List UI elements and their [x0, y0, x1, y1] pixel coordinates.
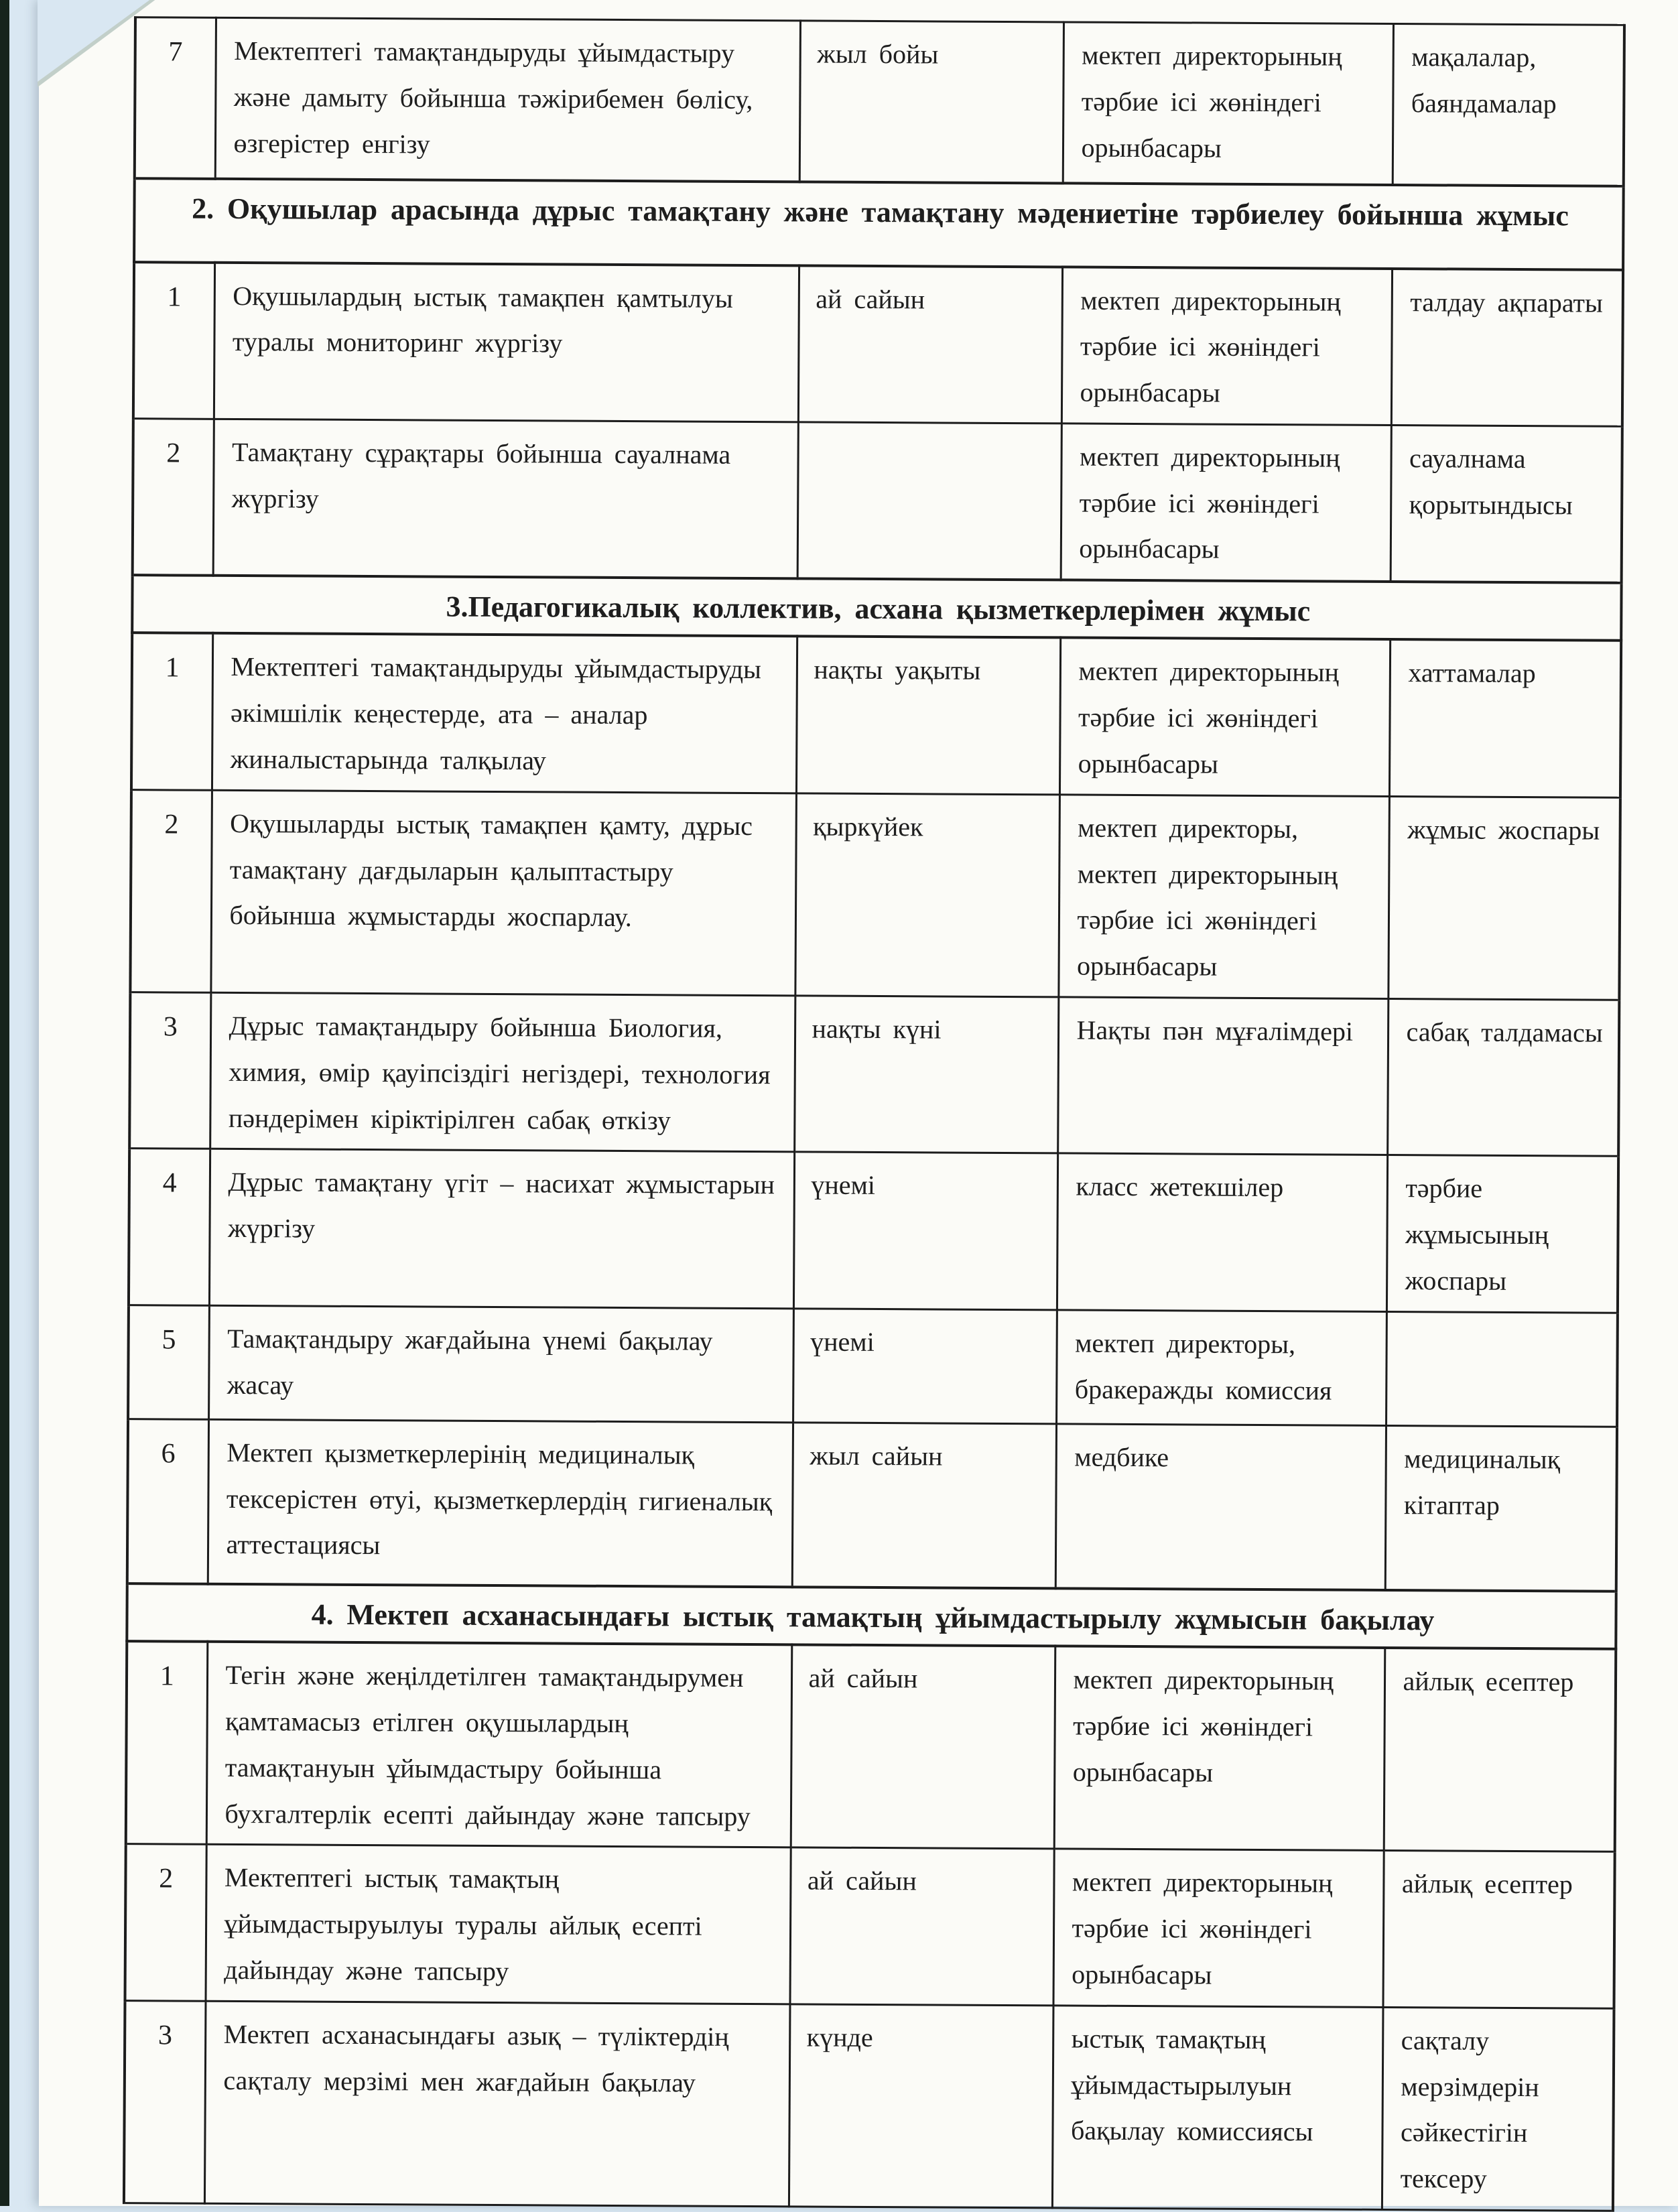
row-number: 7 [135, 17, 216, 179]
activity-cell: Мектептегі тамақтандыруды ұйымдастыруды әкімшілік кеңестерде, ата – аналар жиналыстарында талқылау [212, 633, 797, 793]
responsible-cell: мектеп директорының тәрбие ісі жөніндегі орынбасары [1061, 424, 1391, 582]
table-row [129, 1149, 1618, 1313]
result-cell: сабақ талдамасы [1387, 998, 1619, 1156]
responsible-cell: мектеп директорының тәрбие ісі жөніндегі орынбасары [1054, 1646, 1385, 1851]
responsible-cell: мектеп директоры, бракеражды комиссия [1056, 1310, 1386, 1426]
table-row [127, 1419, 1617, 1591]
table-row [135, 17, 1624, 186]
activity-cell: Мектеп асханасындағы азық – түліктердің сақталу мерзімі мен жағдайын бақылау [204, 2001, 790, 2207]
table-row [133, 262, 1623, 427]
responsible-cell: ыстық тамақтың ұйымдастырылуын бақылау комиссиясы [1052, 2006, 1383, 2210]
activity-cell: Дұрыс тамақтану үгіт – насихат жұмыстарын жүргізу [209, 1149, 794, 1309]
result-cell: сақталу мерзімдерін сәйкестігін тексеру [1382, 2007, 1614, 2211]
responsible-cell: мектеп директоры, мектеп директорының тәрбие ісі жөніндегі орынбасары [1058, 795, 1389, 999]
scanner-bed-edge [0, 0, 9, 2206]
timing-cell: үнемі [793, 1309, 1057, 1424]
work-plan-table [123, 16, 1626, 2212]
table-row [124, 2001, 1614, 2211]
responsible-cell: Нақты пән мұғалімдері [1057, 997, 1388, 1155]
timing-cell: күнде [789, 2004, 1053, 2208]
row-number: 1 [131, 633, 212, 791]
responsible-cell: мектеп директорының тәрбие ісі жөніндегі орынбасары [1061, 267, 1392, 425]
row-number: 2 [130, 789, 212, 992]
row-number: 3 [124, 2001, 206, 2204]
timing-cell: жыл сайын [792, 1423, 1056, 1589]
section-header: 3.Педагогикалық коллектив, асхана қызметкерлерімен жұмыс [132, 575, 1621, 641]
row-number: 4 [129, 1149, 210, 1305]
section-header: 4. Мектеп асханасындағы ыстық тамақтың ұйымдастырылу жұмысын бақылау [127, 1583, 1616, 1649]
table-row [131, 633, 1621, 798]
table-row [130, 789, 1620, 1000]
timing-cell: ай сайын [791, 1645, 1055, 1849]
table-row [128, 1305, 1618, 1427]
result-cell [1386, 1311, 1618, 1427]
result-cell: сауалнама қорытындысы [1391, 425, 1622, 583]
row-number: 6 [127, 1419, 208, 1584]
timing-cell: ай сайын [789, 1847, 1053, 2005]
result-cell: жұмыс жоспары [1388, 796, 1620, 1000]
timing-cell: ай сайын [798, 265, 1062, 424]
timing-cell: қыркүйек [795, 793, 1059, 997]
result-cell: медициналық кітаптар [1385, 1425, 1617, 1591]
timing-cell: жыл бойы [799, 21, 1063, 183]
result-cell: хаттамалар [1389, 639, 1621, 797]
activity-cell: Мектептегі ыстық тамақтың ұйымдастыруылуы туралы айлық есепті дайындау және тапсыру [206, 1845, 791, 2004]
activity-cell: Тамақтандыру жағдайына үнемі бақылау жасау [208, 1305, 793, 1423]
row-number: 1 [126, 1641, 208, 1844]
section-header-row [134, 178, 1624, 270]
table-row [125, 1844, 1615, 2008]
timing-cell: нақты уақыты [796, 637, 1060, 795]
timing-cell: үнемі [793, 1152, 1057, 1309]
row-number: 2 [133, 419, 214, 576]
section-header: 2. Оқушылар арасында дұрыс тамақтану және тамақтану мәдениетіне тәрбиелеу бойынша жұмыс [134, 178, 1624, 270]
table-row [126, 1641, 1616, 1851]
row-number: 2 [125, 1844, 206, 2001]
row-number: 5 [128, 1305, 209, 1419]
activity-cell: Мектептегі тамақтандыруды ұйымдастыру және дамыту бойынша тәжірибемен бөлісу, өзгерістер енгізу [215, 17, 800, 182]
table-row [129, 992, 1619, 1157]
timing-cell: нақты күні [794, 996, 1058, 1153]
activity-cell: Дұрыс тамақтандыру бойынша Биология, химия, өмір қауіпсіздігі негіздері, технология пәндерімен кіріктірілген сабақ өткізу [210, 992, 795, 1152]
result-cell: тәрбие жұмысының жоспары [1386, 1155, 1618, 1313]
timing-cell [797, 422, 1061, 580]
responsible-cell: мектеп директорының тәрбие ісі жөніндегі орынбасары [1053, 1849, 1383, 2007]
scanned-page [39, 0, 1678, 2206]
responsible-cell: класс жетекшілер [1057, 1153, 1387, 1311]
responsible-cell: медбике [1055, 1424, 1386, 1591]
result-cell: мақалалар, баяндамалар [1393, 24, 1624, 186]
activity-cell: Мектеп қызметкерлерінің медициналық тексерістен өтуі, қызметкерлердің гигиеналық аттестациясы [208, 1419, 793, 1587]
result-cell: талдау ақпараты [1391, 269, 1623, 427]
result-cell: айлық есептер [1384, 1648, 1616, 1851]
section-header-row [127, 1583, 1616, 1649]
row-number: 3 [129, 992, 210, 1149]
activity-cell: Тамақтану сұрақтары бойынша сауалнама жүргізу [213, 419, 798, 578]
activity-cell: Оқушыларды ыстық тамақпен қамту, дұрыс тамақтану дағдыларын қалыптастыру бойынша жұмыстарды жоспарлау. [210, 790, 796, 996]
section-header-row [132, 575, 1621, 641]
result-cell: айлық есептер [1382, 1851, 1614, 2008]
responsible-cell: мектеп директорының тәрбие ісі жөніндегі орынбасары [1063, 22, 1393, 185]
row-number: 1 [133, 262, 214, 419]
table-row [133, 419, 1622, 584]
responsible-cell: мектеп директорының тәрбие ісі жөніндегі орынбасары [1059, 638, 1390, 796]
activity-cell: Тегін және жеңілдетілген тамақтандырумен қамтамасыз етілген оқушылардың тамақтануын ұйымдастыру бойынша бухгалтерлік есепті дайындау және тапсыру [206, 1642, 792, 1847]
activity-cell: Оқушылардың ыстық тамақпен қамтылуы туралы мониторинг жүргізу [214, 262, 799, 421]
